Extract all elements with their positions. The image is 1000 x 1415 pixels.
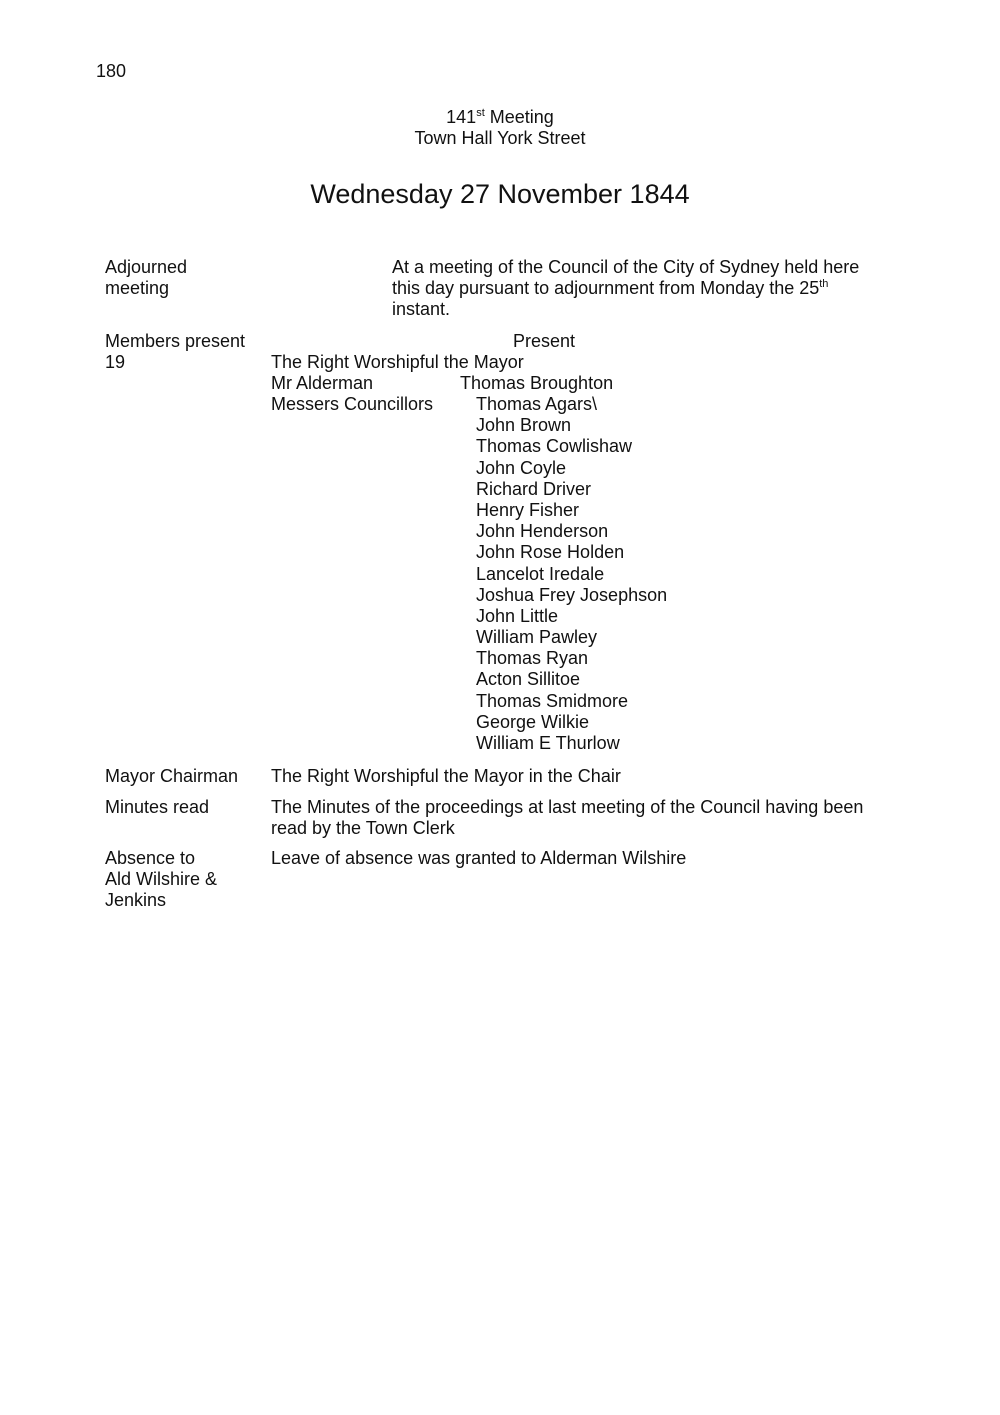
ordinal-suffix: th — [819, 278, 829, 291]
councillor-name: Thomas Smidmore — [476, 690, 629, 711]
adjourned-paragraph — [392, 257, 859, 321]
councillor-name: Lancelot Iredale — [476, 563, 605, 584]
margin-line: Absence to — [105, 848, 196, 868]
margin-note-chairman: Mayor Chairman — [105, 766, 239, 786]
paragraph-line: The Minutes of the proceedings at last meeting of the Council having been — [271, 797, 864, 817]
councillor-name: Thomas Cowlishaw — [476, 436, 633, 457]
councillors-title: Messers Councillors — [271, 394, 434, 414]
page-title: Wednesday 27 November 1844 — [310, 179, 690, 209]
page-number: 180 — [96, 61, 127, 81]
margin-line: meeting — [105, 278, 170, 299]
meeting-number: 141 — [446, 107, 477, 127]
councillor-name: William Pawley — [476, 627, 598, 648]
margin-note-adjourned — [105, 257, 187, 299]
margin-note-absence — [105, 848, 217, 912]
mayor-line: The Right Worshipful the Mayor — [271, 352, 524, 372]
councillor-name: John Brown — [476, 415, 572, 436]
paragraph-line: read by the Town Clerk — [271, 818, 455, 839]
councillor-name: John Little — [476, 605, 559, 626]
margin-line: Ald Wilshire & — [105, 869, 218, 890]
present-heading: Present — [513, 331, 576, 351]
councillor-name: Joshua Frey Josephson — [476, 584, 668, 605]
margin-line: Adjourned — [105, 257, 188, 277]
councillor-name: Acton Sillitoe — [476, 669, 581, 690]
alderman-name: Thomas Broughton — [460, 373, 614, 393]
meeting-number-suffix: st — [476, 107, 485, 119]
margin-note-minutes: Minutes read — [105, 797, 210, 817]
paragraph-line: instant. — [392, 299, 451, 320]
councillor-name: John Coyle — [476, 457, 567, 478]
councillor-list — [476, 394, 667, 754]
councillor-name: Richard Driver — [476, 478, 592, 499]
meeting-word: Meeting — [489, 107, 554, 127]
councillor-name: Henry Fisher — [476, 499, 580, 520]
chairman-text: The Right Worshipful the Mayor in the Chair — [271, 766, 621, 786]
councillor-name: John Rose Holden — [476, 542, 625, 563]
member-count: 19 — [105, 352, 126, 372]
alderman-title: Mr Alderman — [271, 373, 374, 393]
councillor-name: Thomas Ryan — [476, 648, 589, 669]
paragraph-line: At a meeting of the Council of the City of Sydney held here — [392, 257, 860, 277]
councillor-name: George Wilkie — [476, 711, 590, 732]
margin-line: Jenkins — [105, 890, 167, 911]
councillor-name: John Henderson — [476, 521, 609, 542]
paragraph-line — [392, 278, 859, 299]
councillor-name: William E Thurlow — [476, 733, 620, 753]
absence-text: Leave of absence was granted to Alderman Wilshire — [271, 848, 687, 868]
councillor-name: Thomas Agars\ — [476, 394, 598, 414]
margin-note-members: Members present — [105, 331, 246, 351]
minutes-paragraph — [271, 797, 863, 839]
paragraph-line-text: this day pursuant to adjournment from Monday the 25 — [392, 278, 820, 299]
meeting-venue: Town Hall York Street — [414, 128, 586, 148]
meeting-heading — [0, 107, 1000, 128]
